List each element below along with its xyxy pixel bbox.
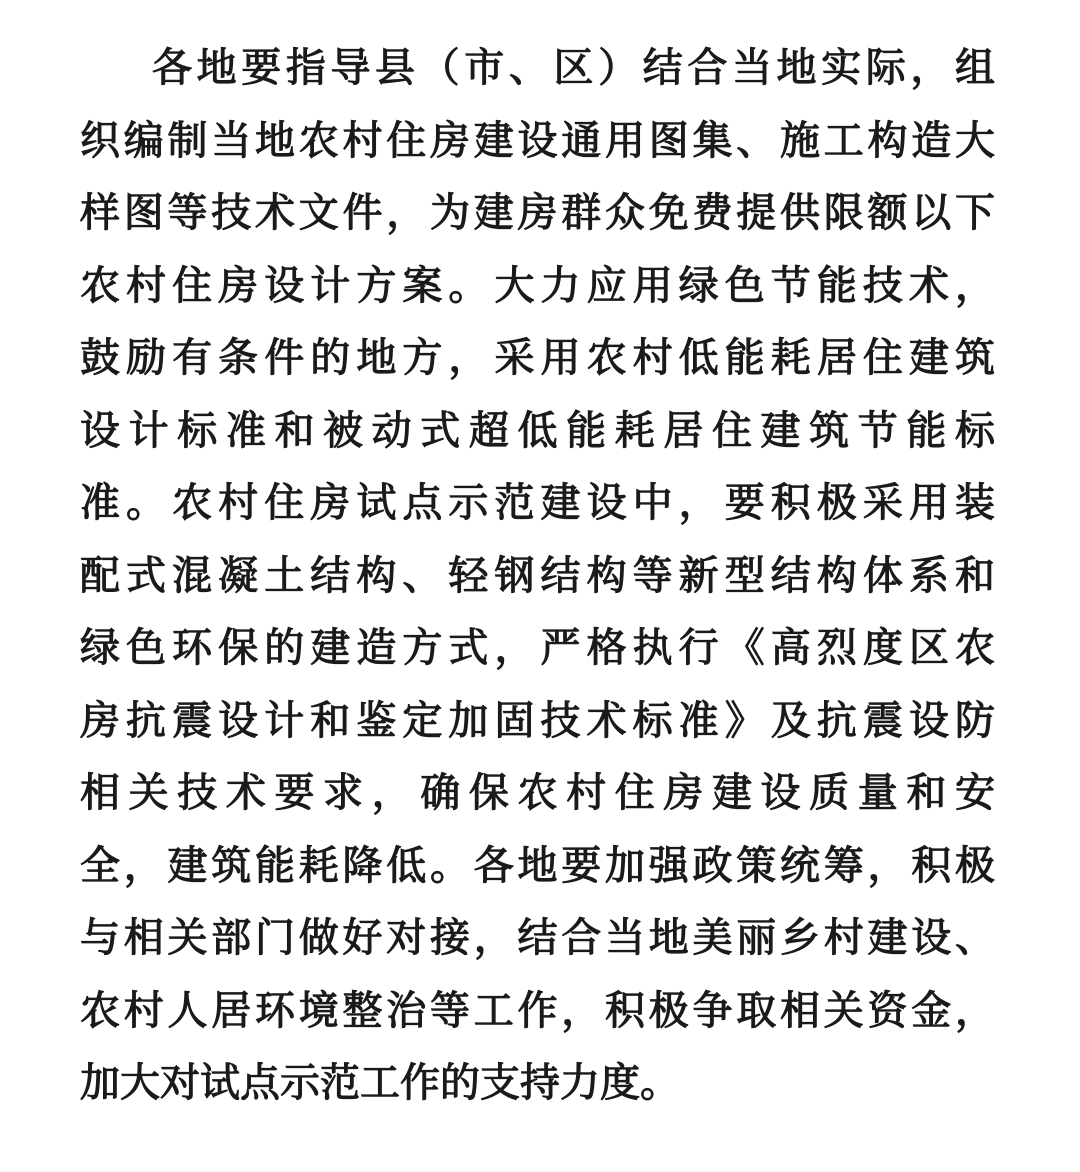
body-paragraph [80,32,995,1120]
text-line: 相关技术要求，确保农村住房建设质量和安 [80,769,995,816]
text-line: 绿色环保的建造方式，严格执行《高烈度区农 [80,624,995,671]
text-line: 鼓励有条件的地方，采用农村低能耗居住建筑 [80,334,995,381]
text-line: 设计标准和被动式超低能耗居住建筑节能标 [80,406,995,454]
text-line: 各地要指导县（市、区）结合当地实际，组 [152,44,995,91]
text-line: 农村人居环境整治等工作，积极争取相关资金， [80,986,995,1034]
text-line: 准。农村住房试点示范建设中，要积极采用装 [80,479,995,526]
text-line: 全，建筑能耗降低。各地要加强政策统筹，积极 [80,841,995,889]
text-line: 样图等技术文件，为建房群众免费提供限额以下 [80,189,995,236]
text-line: 织编制当地农村住房建设通用图集、施工构造大 [80,116,995,164]
text-line: 农村住房设计方案。大力应用绿色节能技术， [80,261,995,309]
text-line: 配式混凝土结构、轻钢结构等新型结构体系和 [80,551,995,599]
text-line: 房抗震设计和鉴定加固技术标准》及抗震设防 [80,696,995,744]
text-line: 与相关部门做好对接，结合当地美丽乡村建设、 [80,914,995,961]
text-line: 加大对试点示范工作的支持力度。 [80,1059,680,1106]
